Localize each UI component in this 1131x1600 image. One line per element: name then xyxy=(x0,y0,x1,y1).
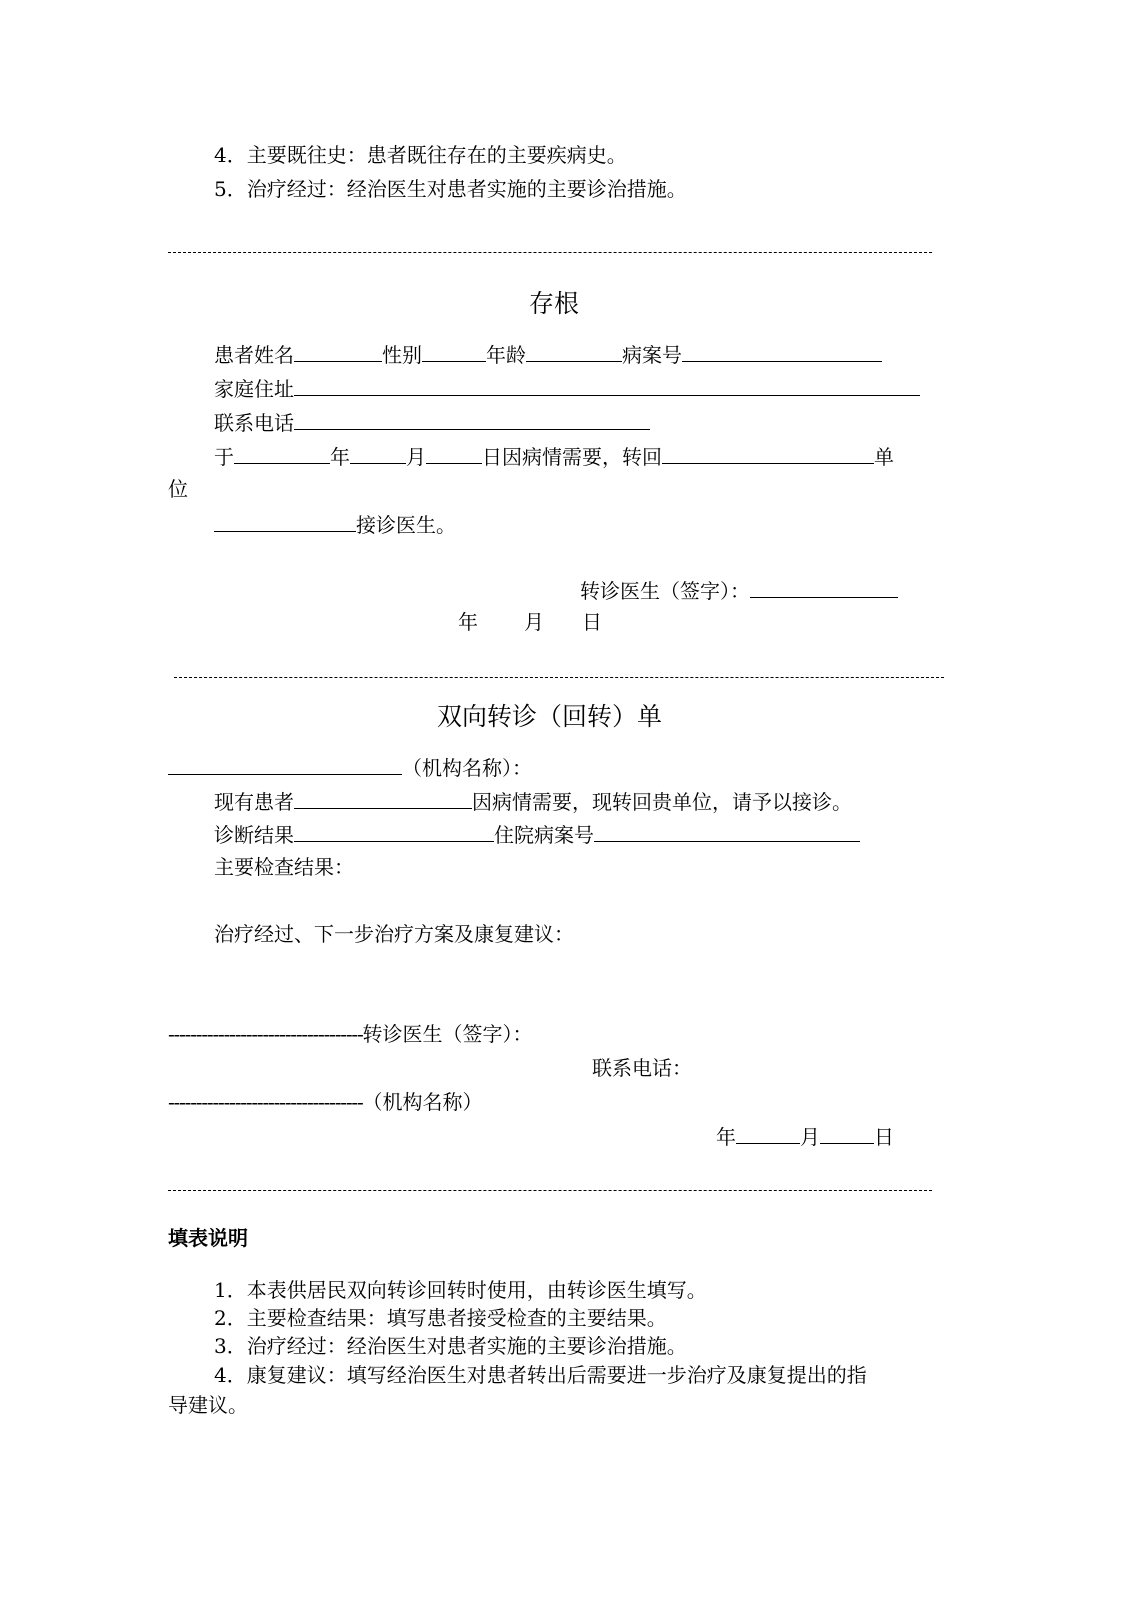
instruction-item-3: 3．治疗经过：经治医生对患者实施的主要诊治措施。 xyxy=(214,1334,687,1358)
return-day-blank[interactable] xyxy=(820,1123,874,1144)
month-label: 月 xyxy=(406,445,426,469)
referral-signature-label: 转诊医生（签字）： xyxy=(580,579,750,603)
diagnosis-row xyxy=(214,821,860,847)
inpatient-no-blank[interactable] xyxy=(594,821,860,842)
case-no-blank[interactable] xyxy=(682,341,882,362)
address-label: 家庭住址 xyxy=(214,377,294,401)
month-blank[interactable] xyxy=(350,443,406,464)
instruction-item-4-line1: 4．康复建议：填写经治医生对患者转出后需要进一步治疗及康复提出的指 xyxy=(214,1363,867,1387)
phone-blank[interactable] xyxy=(294,409,650,430)
year-blank[interactable] xyxy=(234,443,330,464)
inpatient-no-label: 住院病案号 xyxy=(494,823,594,847)
sign-row xyxy=(168,1022,533,1046)
instructions-heading: 填表说明 xyxy=(168,1226,248,1250)
return-month-blank[interactable] xyxy=(736,1123,800,1144)
gender-blank[interactable] xyxy=(422,341,486,362)
cut-line-1 xyxy=(168,252,932,253)
stub-row-1 xyxy=(214,341,882,367)
unit-wei-label: 位 xyxy=(168,477,188,501)
note-item-5: 5．治疗经过：经治医生对患者实施的主要诊治措施。 xyxy=(214,177,687,201)
patient-name-label: 患者姓名 xyxy=(214,343,294,367)
stub-date-year: 年 xyxy=(458,610,478,634)
stub-date-month: 月 xyxy=(524,610,544,634)
diagnosis-blank[interactable] xyxy=(294,821,494,842)
cut-line-2 xyxy=(174,677,944,678)
stub-row-4 xyxy=(214,443,894,469)
diagnosis-label: 诊断结果 xyxy=(214,823,294,847)
return-year-label: 年 xyxy=(716,1125,736,1149)
yu-label: 于 xyxy=(214,445,234,469)
inst-row xyxy=(168,1090,483,1114)
phone-label: 联系电话 xyxy=(214,411,294,435)
day-reason-label: 日因病情需要，转回 xyxy=(482,445,662,469)
return-month-label: 月 xyxy=(800,1125,820,1149)
return-day-label: 日 xyxy=(874,1125,894,1149)
stub-row-3 xyxy=(214,409,650,435)
address-blank[interactable] xyxy=(294,375,920,396)
instruction-item-1: 1．本表供居民双向转诊回转时使用，由转诊医生填写。 xyxy=(214,1278,707,1302)
note-item-4: 4．主要既往史：患者既往存在的主要疾病史。 xyxy=(214,143,627,167)
age-label: 年龄 xyxy=(486,343,526,367)
stub-row-2 xyxy=(214,375,920,401)
referral-signature-blank[interactable] xyxy=(750,577,898,598)
return-date-row xyxy=(716,1123,894,1149)
institution-name-blank[interactable] xyxy=(168,754,402,775)
current-patient-blank[interactable] xyxy=(294,788,472,809)
instruction-item-4-line2: 导建议。 xyxy=(168,1393,248,1417)
patient-name-blank[interactable] xyxy=(294,341,382,362)
inst-dashes: ----------------------------------- xyxy=(168,1090,363,1114)
instruction-item-2: 2．主要检查结果：填写患者接受检查的主要结果。 xyxy=(214,1306,667,1330)
return-unit-blank[interactable] xyxy=(662,443,874,464)
case-no-label: 病案号 xyxy=(622,343,682,367)
receiving-doctor-label: 接诊医生。 xyxy=(356,513,456,537)
return-text: 因病情需要，现转回贵单位，请予以接诊。 xyxy=(472,790,852,814)
inst-label: （机构名称） xyxy=(362,1090,483,1114)
phone-label-return: 联系电话： xyxy=(592,1056,692,1080)
age-blank[interactable] xyxy=(526,341,622,362)
current-patient-label: 现有患者 xyxy=(214,790,294,814)
sign-label: 转诊医生（签字）： xyxy=(362,1022,533,1046)
receiving-doctor-blank[interactable] xyxy=(214,511,356,532)
year-label: 年 xyxy=(330,445,350,469)
institution-row xyxy=(168,754,532,780)
institution-label: （机构名称）： xyxy=(402,756,532,780)
current-patient-row xyxy=(214,788,852,814)
sign-dashes: ----------------------------------- xyxy=(168,1022,363,1046)
stub-title: 存根 xyxy=(529,289,580,318)
treatment-label: 治疗经过、下一步治疗方案及康复建议： xyxy=(214,922,574,946)
day-blank[interactable] xyxy=(426,443,482,464)
gender-label: 性别 xyxy=(382,343,422,367)
stub-row-5 xyxy=(214,511,456,537)
exam-results-label: 主要检查结果： xyxy=(214,855,354,879)
cut-line-3 xyxy=(168,1190,932,1191)
stub-signature-row xyxy=(580,577,898,603)
return-form-title: 双向转诊（回转）单 xyxy=(437,702,663,731)
stub-date-day: 日 xyxy=(582,610,602,634)
unit-dan-label: 单 xyxy=(874,445,894,469)
